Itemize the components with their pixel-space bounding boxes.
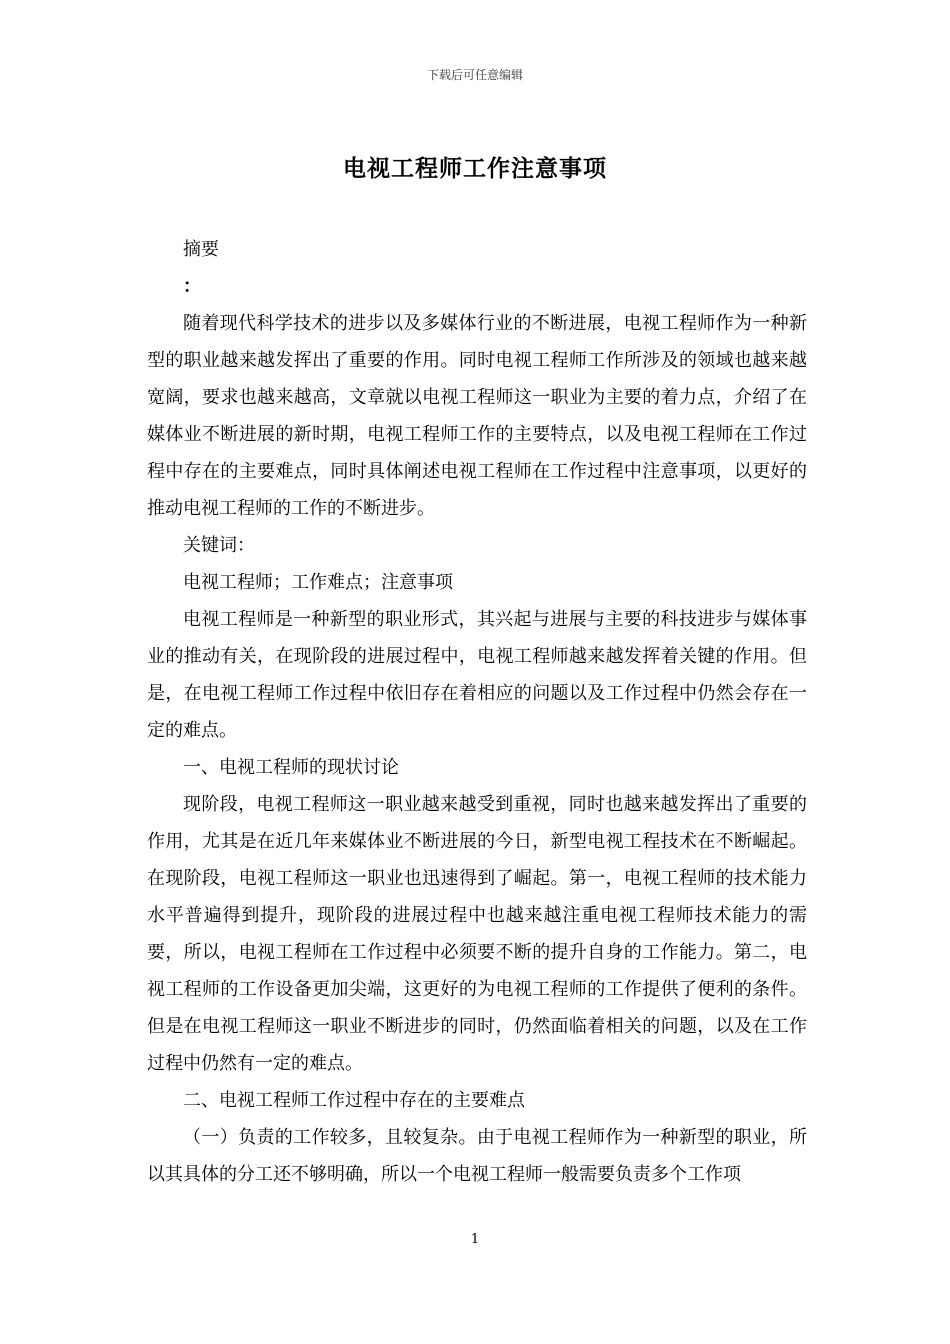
section1-heading: 一、电视工程师的现状讨论 xyxy=(183,757,399,778)
abstract-label: 摘要 xyxy=(183,239,219,260)
section2-heading: 二、电视工程师工作过程中存在的主要难点 xyxy=(183,1090,525,1111)
section1-paragraph: 现阶段，电视工程师这一职业越来越受到重视，同时也越来越发挥出了重要的作用，尤其是在近几年来媒体业不断进展的今日，新型电视工程技术在不断崛起。在现阶段，电视工程师这一职业也迅速得到了崛起。第一，电视工程师的技术能力水平普遍得到提升，现阶段的进展过程中也越来越注重电视工程师技术能力的需要，所以，电视工程师在工作过程中必须要不断的提升自身的工作能力。第二，电视工程师的工作设备更加尖端，这更好的为电视工程师的工作提供了便利的条件。但是在电视工程师这一职业不断进步的同时，仍然面临着相关的问题，以及在工作过程中仍然有一定的难点。 xyxy=(147,794,807,1074)
page-number: 1 xyxy=(470,1232,480,1247)
keywords-label: 关键词： xyxy=(183,535,255,556)
document-title: 电视工程师工作注意事项 xyxy=(343,155,607,182)
keywords-text: 电视工程师；工作难点；注意事项 xyxy=(183,572,453,593)
document-body xyxy=(147,231,807,1193)
intro-paragraph: 电视工程师是一种新型的职业形式，其兴起与进展与主要的科技进步与媒体事业的推动有关，在现阶段的进展过程中，电视工程师越来越发挥着关键的作用。但是，在电视工程师工作过程中依旧存在着相应的问题以及工作过程中仍然会存在一定的难点。 xyxy=(147,609,807,741)
abstract-colon: ： xyxy=(183,276,201,297)
abstract-text: 随着现代科学技术的进步以及多媒体行业的不断进展，电视工程师作为一种新型的职业越来越发挥出了重要的作用。同时电视工程师工作所涉及的领域也越来越宽阔，要求也越来越高，文章就以电视工程师这一职业为主要的着力点，介绍了在媒体业不断进展的新时期，电视工程师工作的主要特点，以及电视工程师在工作过程中存在的主要难点，同时具体阐述电视工程师在工作过程中注意事项，以更好的推动电视工程师的工作的不断进步。 xyxy=(147,313,807,519)
header-note: 下载后可任意编辑 xyxy=(426,68,523,82)
section2-item1-paragraph: （一）负责的工作较多，且较复杂。由于电视工程师作为一种新型的职业，所以其具体的分工还不够明确，所以一个电视工程师一般需要负责多个工作项 xyxy=(147,1127,807,1185)
